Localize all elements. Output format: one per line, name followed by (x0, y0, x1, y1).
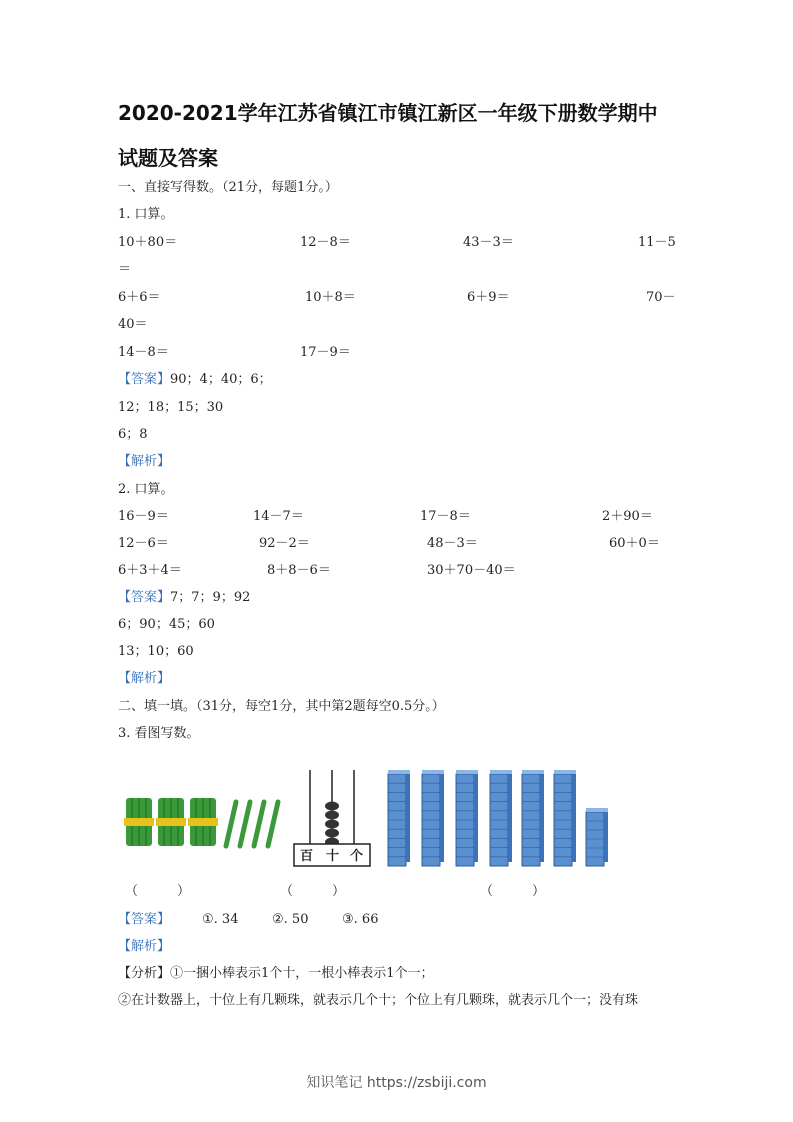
q1-answer-line: 6；8 (118, 427, 148, 442)
q1-answer (118, 372, 272, 388)
q3-analysis-tag: 【解析】 (118, 939, 171, 954)
q1-answer-line: 12；18；15；30 (118, 400, 224, 415)
single-stick-icon (226, 802, 236, 846)
q2-item: 12－6＝ (118, 536, 169, 551)
q1-item: 40＝ (118, 317, 148, 332)
stick-bundle-icon (124, 798, 154, 846)
footer-watermark: 知识笔记 https://zsbiji.com (306, 1075, 487, 1091)
q2-item: 30＋70－40＝ (427, 563, 516, 578)
q1-analysis-tag: 【解析】 (118, 454, 171, 469)
section-1-heading: 一、直接写得数。（21分，每题1分。） (118, 180, 338, 195)
ten-rod-icon (422, 770, 444, 866)
answer-tag: 【答案】 (118, 372, 171, 387)
q2-item: 14－7＝ (253, 509, 304, 524)
single-stick-icon (240, 802, 250, 846)
stick-bundle-icon (156, 798, 186, 846)
q2-item: 17－8＝ (420, 509, 471, 524)
q3-answer-tag: 【答案】 (118, 912, 171, 927)
answer-blank: （ ） (125, 884, 191, 899)
answer-text: 90；4；40；6； (170, 372, 272, 387)
q3-analysis-line: ②在计数器上，十位上有几颗珠，就表示几个十；个位上有几颗珠，就表示几个一；没有珠 (118, 993, 639, 1008)
q1-item: 17－9＝ (300, 345, 351, 360)
q1-item: 70－ (646, 290, 676, 305)
q3-answer: ③. 66 (342, 912, 379, 927)
q2-item: 92－2＝ (259, 536, 310, 551)
single-stick-icon (254, 802, 264, 846)
q3-answer: ①. 34 (202, 912, 239, 927)
q2-item: 60＋0＝ (609, 536, 660, 551)
q2-analysis-tag: 【解析】 (118, 671, 171, 686)
q2-item: 6＋3＋4＝ (118, 563, 182, 578)
title-line-1: 2020-2021学年江苏省镇江市镇江新区一年级下册数学期中 (118, 101, 658, 125)
q2-label: 2. 口算。 (118, 482, 174, 497)
q1-item: 6＋6＝ (118, 290, 161, 305)
abacus-label-ones: 个 (350, 849, 364, 864)
section-2-heading: 二、填一填。（31分，每空1分，其中第2题每空0.5分。） (118, 699, 445, 714)
ten-rod-icon (490, 770, 512, 866)
q2-answer (118, 590, 250, 606)
q2-answer-line: 13；10；60 (118, 644, 194, 659)
q1-item: 10＋80＝ (118, 235, 178, 250)
ten-rod-icon (388, 770, 410, 866)
q2-item: 48－3＝ (427, 536, 478, 551)
ten-rod-icon (522, 770, 544, 866)
q1-item: 43－3＝ (463, 235, 514, 250)
q2-item: 16－9＝ (118, 509, 169, 524)
single-stick-icon (268, 802, 278, 846)
title-line-2: 试题及答案 (118, 146, 218, 170)
answer-blank: （ ） (480, 884, 546, 899)
q1-item: ＝ (118, 262, 132, 277)
q3-answer: ②. 50 (272, 912, 309, 927)
q1-item: 12－8＝ (300, 235, 351, 250)
q2-item: 8＋8－6＝ (267, 563, 331, 578)
abacus-label-hundreds: 百 (300, 849, 314, 864)
q2-answer-line: 6；90；45；60 (118, 617, 215, 632)
abacus-label-tens: 十 (326, 849, 340, 864)
answer-text: 7；7；9；92 (170, 590, 251, 605)
stick-bundle-icon (188, 798, 218, 846)
answer-tag: 【答案】 (118, 590, 171, 605)
q3-analysis-line: 【分析】①一捆小棒表示1个十，一根小棒表示1个一； (118, 966, 434, 981)
q1-item: 10＋8＝ (305, 290, 356, 305)
q1-item: 11－5 (638, 235, 676, 250)
answer-blank: （ ） (280, 884, 346, 899)
q1-item: 6＋9＝ (467, 290, 510, 305)
q3-label: 3. 看图写数。 (118, 726, 200, 741)
ten-rod-icon (554, 770, 576, 866)
q2-item: 2＋90＝ (602, 509, 653, 524)
q1-label: 1. 口算。 (118, 207, 174, 222)
q1-item: 14－8＝ (118, 345, 169, 360)
q3-figure (118, 760, 618, 875)
ten-rod-icon (456, 770, 478, 866)
